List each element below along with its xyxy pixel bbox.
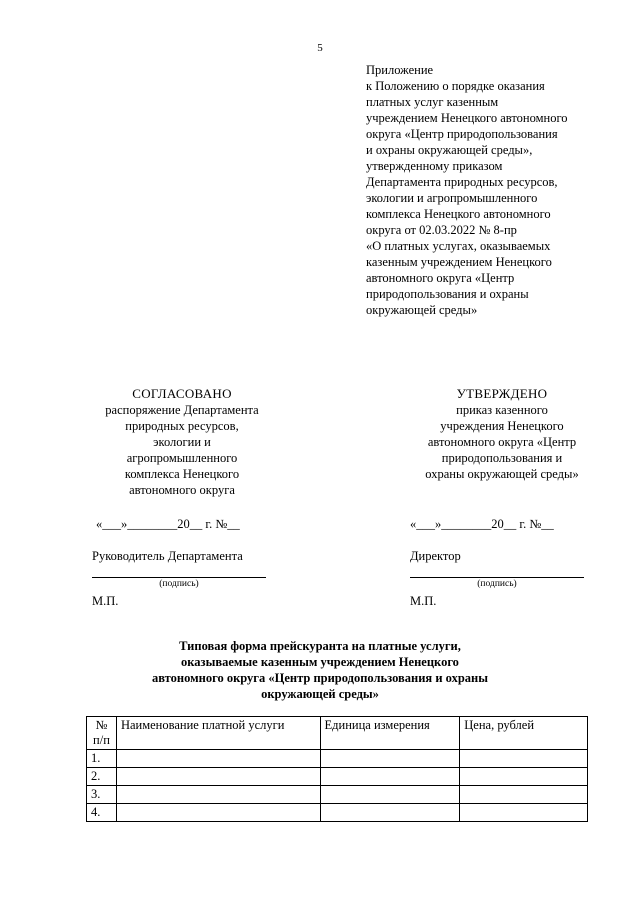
appendix-line: платных услуг казенным xyxy=(366,95,499,109)
header-service-name: Наименование платной услуги xyxy=(116,717,320,750)
header-number-line2: п/п xyxy=(93,733,110,747)
appendix-line: округа от 02.03.2022 № 8-пр xyxy=(366,223,517,237)
appendix-line: к Положению о порядке оказания xyxy=(366,79,545,93)
confirmed-heading: УТВЕРЖДЕНО xyxy=(456,386,548,401)
confirmed-line: приказ казенного xyxy=(456,403,548,417)
row-price xyxy=(460,768,588,786)
approved-line: агропромышленного xyxy=(126,451,238,465)
appendix-line: автономного округа «Центр xyxy=(366,271,515,285)
row-service-name xyxy=(116,750,320,768)
appendix-line: «О платных услугах, оказываемых xyxy=(366,239,551,253)
price-list-table xyxy=(86,716,588,822)
confirmed-line: охраны окружающей среды» xyxy=(425,467,579,481)
table-row xyxy=(87,768,588,786)
row-number: 4. xyxy=(87,804,117,822)
row-service-name xyxy=(116,804,320,822)
table-row xyxy=(87,750,588,768)
approved-signature-line xyxy=(92,577,266,578)
confirmed-stamp: М.П. xyxy=(410,594,437,608)
row-number: 1. xyxy=(87,750,117,768)
table-row xyxy=(87,804,588,822)
appendix-line: округа «Центр природопользования xyxy=(366,127,558,141)
row-number: 3. xyxy=(87,786,117,804)
row-unit xyxy=(320,750,460,768)
page-number: 5 xyxy=(317,42,323,54)
approved-signature-caption: (подпись) xyxy=(159,579,199,589)
confirmed-signature-caption: (подпись) xyxy=(477,579,517,589)
confirmed-signature-line xyxy=(410,577,584,578)
approved-role: Руководитель Департамента xyxy=(92,549,243,563)
table-row xyxy=(87,786,588,804)
row-price xyxy=(460,786,588,804)
row-unit xyxy=(320,768,460,786)
appendix-line: природопользования и охраны xyxy=(366,287,529,301)
confirmed-date-line: «___»________20__ г. №__ xyxy=(410,517,554,531)
approved-stamp: М.П. xyxy=(92,594,119,608)
approved-line: экологии и xyxy=(153,435,211,449)
appendix-note xyxy=(366,62,636,318)
header-number xyxy=(87,717,117,750)
row-service-name xyxy=(116,768,320,786)
approved-line: автономного округа xyxy=(129,483,235,497)
confirmed-role: Директор xyxy=(410,549,461,563)
appendix-line: казенным учреждением Ненецкого xyxy=(366,255,552,269)
appendix-line: экологии и агропромышленного xyxy=(366,191,538,205)
row-unit xyxy=(320,786,460,804)
title-line: окружающей среды» xyxy=(261,687,379,701)
row-price xyxy=(460,750,588,768)
approved-date-line: «___»________20__ г. №__ xyxy=(96,517,240,531)
table-header-row xyxy=(87,717,588,750)
row-service-name xyxy=(116,786,320,804)
approved-line: природных ресурсов, xyxy=(125,419,239,433)
appendix-line: учреждением Ненецкого автономного xyxy=(366,111,568,125)
appendix-line: утвержденному приказом xyxy=(366,159,503,173)
confirmed-line: природопользования и xyxy=(441,451,563,465)
approved-heading: СОГЛАСОВАНО xyxy=(132,386,232,401)
header-number-line1: № xyxy=(95,718,108,732)
approved-line: распоряжение Департамента xyxy=(105,403,259,417)
appendix-line: и охраны окружающей среды», xyxy=(366,143,533,157)
title-line: Типовая форма прейскуранта на платные услуги, xyxy=(179,639,461,653)
row-unit xyxy=(320,804,460,822)
appendix-line: окружающей среды» xyxy=(366,303,478,317)
title-line: автономного округа «Центр природопользования и охраны xyxy=(151,671,488,685)
appendix-line: комплекса Ненецкого автономного xyxy=(366,207,551,221)
approved-line: комплекса Ненецкого xyxy=(124,467,240,481)
confirmed-line: автономного округа «Центр xyxy=(427,435,577,449)
appendix-line: Приложение xyxy=(366,63,434,77)
title-line: оказываемые казенным учреждением Ненецкого xyxy=(181,655,459,669)
confirmed-line: учреждения Ненецкого xyxy=(440,419,564,433)
header-unit: Единица измерения xyxy=(320,717,460,750)
header-price: Цена, рублей xyxy=(460,717,588,750)
appendix-line: Департамента природных ресурсов, xyxy=(366,175,558,189)
confirmed-block xyxy=(402,386,602,482)
row-price xyxy=(460,804,588,822)
approved-block xyxy=(82,386,282,498)
document-title xyxy=(120,638,520,702)
row-number: 2. xyxy=(87,768,117,786)
